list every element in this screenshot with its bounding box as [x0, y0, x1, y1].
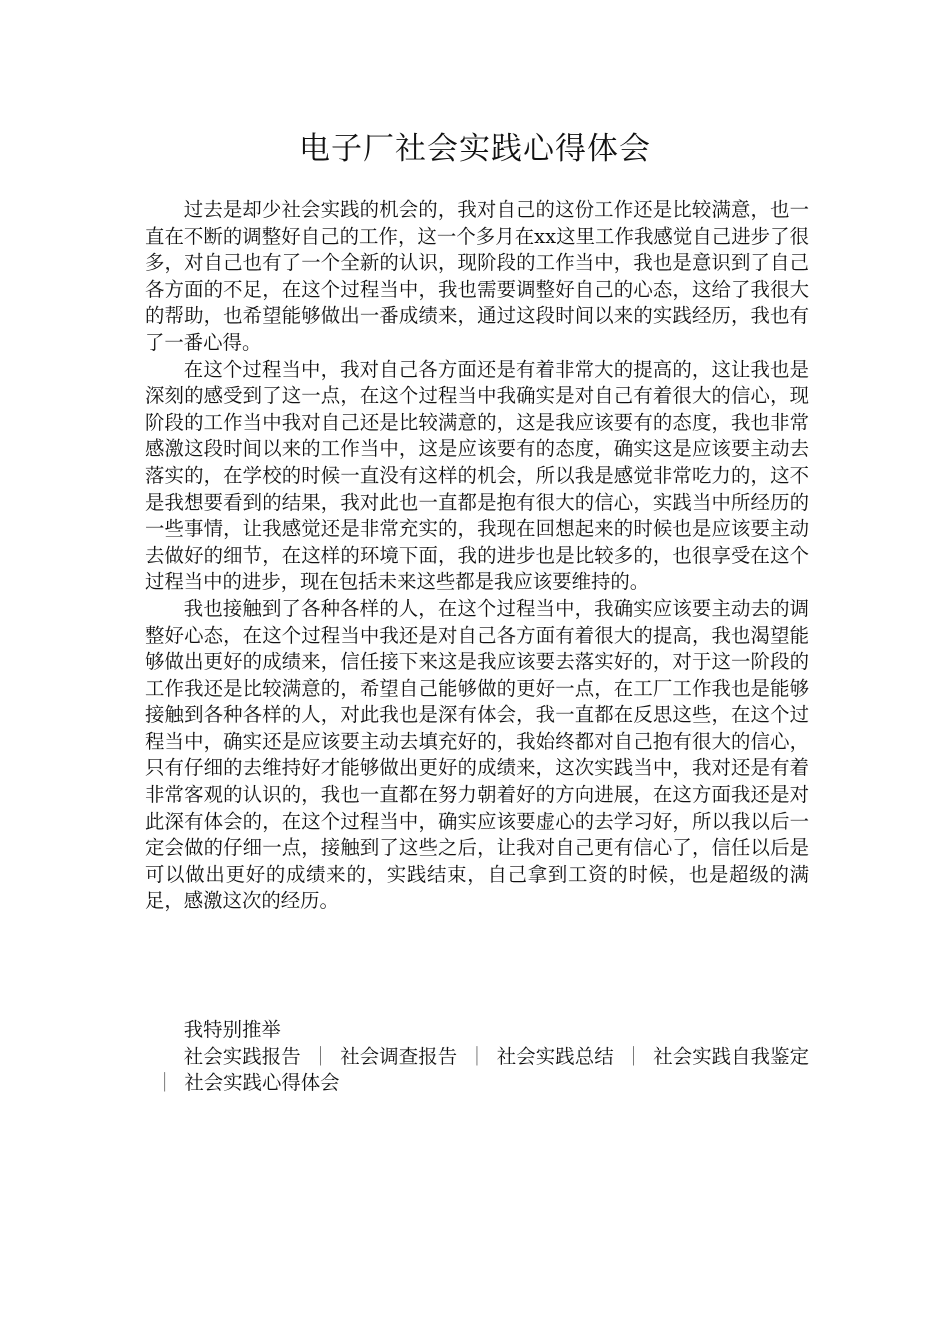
recommend-links — [145, 1044, 809, 1097]
link-separator: ｜ — [155, 1071, 175, 1095]
link-separator: ｜ — [623, 1044, 644, 1068]
paragraph-3: 我也接触到了各种各样的人，在这个过程当中，我确实应该要主动去的调整好心态，在这个过程当中我还是对自己各方面有着很大的提高，我也渴望能够做出更好的成绩来，信任接下来这是我应该要去落实好的，对于这一阶段的工作我还是比较满意的，希望自己能够做的更好一点，在工厂工作我也是能够接触到各种各样的人，对此我也是深有体会，我一直都在反思这些，在这个过程当中，确实还是应该要主动去填充好的，我始终都对自己抱有很大的信心，只有仔细的去维持好才能够做出更好的成绩来，这次实践当中，我对还是有着非常客观的认识的，我也一直都在努力朝着好的方向进展，在这方面我还是对此深有体会的，在这个过程当中，确实应该要虚心的去学习好，所以我以后一定会做的仔细一点，接触到了这些之后，让我对自己更有信心了，信任以后是可以做出更好的成绩来的，实践结束，自己拿到工资的时候，也是超级的满足，感激这次的经历。 — [145, 596, 809, 913]
recommend-section — [145, 1017, 809, 1097]
recommend-label: 我特别推举 — [183, 1018, 281, 1041]
link-social-practice-summary[interactable]: 社会实践总结 — [496, 1044, 614, 1068]
paragraph-1: 过去是却少社会实践的机会的，我对自己的这份工作还是比较满意，也一直在不断的调整好自己的工作，这一个多月在xx这里工作我感觉自己进步了很多，对自己也有了一个全新的认识，现阶段的工作当中，我也是意识到了自己各方面的不足，在这个过程当中，我也需要调整好自己的心态，这给了我很大的帮助，也希望能够做出一番成绩来，通过这段时间以来的实践经历，我也有了一番心得。 — [145, 198, 809, 354]
link-social-survey-report[interactable]: 社会调查报告 — [340, 1044, 458, 1068]
paragraph-2: 在这个过程当中，我对自己各方面还是有着非常大的提高的，这让我也是深刻的感受到了这一点，在这个过程当中我确实是对自己有着很大的信心，现阶段的工作当中我对自己还是比较满意的，这是我应该要有的态度，我也非常感激这段时间以来的工作当中，这是应该要有的态度，确实这是应该要主动去落实的，在学校的时候一直没有这样的机会，所以我是感觉非常吃力的，这不是我想要看到的结果，我对此也一直都是抱有很大的信心，实践当中所经历的一些事情，让我感觉还是非常充实的，我现在回想起来的时候也是应该要主动去做好的细节，在这样的环境下面，我的进步也是比较多的，也很享受在这个过程当中的进步，现在包括未来这些都是我应该要维持的。 — [145, 357, 809, 594]
link-separator: ｜ — [467, 1044, 487, 1068]
document-body — [145, 197, 809, 915]
link-separator: ｜ — [310, 1044, 331, 1068]
document-title: 电子厂社会实践心得体会 — [299, 131, 651, 167]
link-social-practice-report[interactable]: 社会实践报告 — [183, 1044, 301, 1068]
link-social-practice-reflections[interactable]: 社会实践心得体会 — [184, 1071, 340, 1095]
link-social-practice-self-appraisal[interactable]: 社会实践自我鉴定 — [653, 1044, 810, 1068]
